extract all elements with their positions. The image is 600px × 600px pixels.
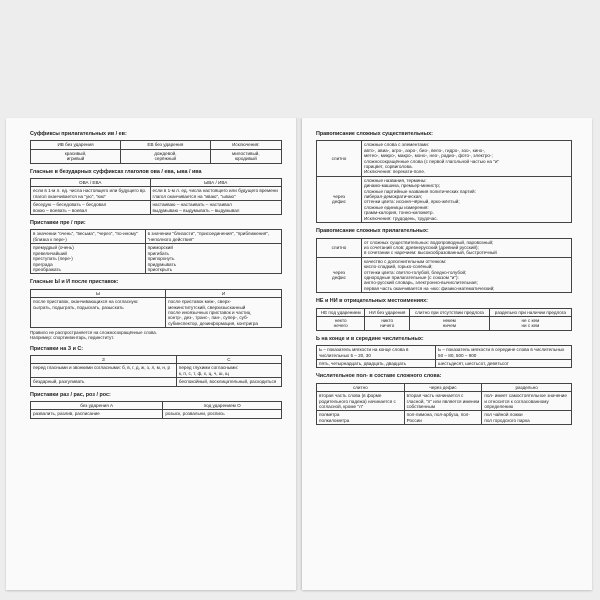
table-cell: шестьдесят, шестьсот, девятьсот [436,360,572,368]
table-cell: полметра полкилометра [317,411,405,425]
table-header: ЕВ без ударения [121,141,211,149]
table-cell: дождевой, серёжный [121,149,211,163]
table-cell: милостивый, юродивый [210,149,281,163]
table-cell: розыск, розвальни, роспись [163,410,282,418]
rules-table [30,140,282,163]
table-cell: перед гласными и звонкими согласными: б, в, г, д, ж, з, л, м, н, р [31,364,177,378]
table-cell: перед глухими согласными: к, п, с, т, ф, х, ц, ч, ш, щ [176,364,281,378]
table-cell: Ь – показатель мягкости на конце слова в числительных 5 – 20, 30 [317,346,436,360]
table-cell: через дефис [317,257,362,292]
table-header: Исключения: [210,141,281,149]
table-header: через дефис [404,383,482,391]
section-pol-compound [316,374,572,425]
table-cell: слитно [317,238,362,257]
table-cell: слитно [317,141,362,176]
table-cell: в значении "близости", "присоединения", "приближения", "неполного действия" [145,230,281,244]
rule-note: Правило не распространяется на сложносокращённые слова. Например: спортинвентарь, пединститут. [30,330,157,341]
table-header: раздельно [482,383,572,391]
section-raz-roz [30,393,282,419]
table-header: под ударением О [163,402,282,410]
table-cell: некто нечего [317,316,365,330]
table-cell: сложные слова с элементами: авто-, авиа-, агро-, аэро-, био-, вело-, гидро-, зоо-, кино-, метео-, микро-, макро-, моно-, нео-, радио-, фото-, электро-; сложносокращённые слова (с первой глагольной частью на "и" горицвет, сорвиголова. Исключения: перекати-поле. [362,141,572,176]
table-header: ИВ без ударения [31,141,121,149]
table-header: НЕ под ударением [317,308,365,316]
rules-table [316,345,572,368]
table-header: ЫВА / ИВА [150,179,281,187]
table-header: И [166,289,282,297]
table-cell: пол чайной ложки пол городского парка [482,411,572,425]
section-title: Гласные Ы и И после приставок: [30,279,119,286]
section-compound-adjectives [316,229,572,293]
table-cell: некем ничем [410,316,490,330]
section-title: НЕ и НИ в отрицательных местоимениях: [316,298,428,305]
table-cell: качество с дополнительным оттенком: кисло-сладкий, горько-солёный; оттенки цвета: светло-голубой, бледно-голубой; однородные прилагательные (с союзом "и"): англо-русский словарь, электронно-вычислительная; первая часть оканчивается на -ико: физико-математический; [362,257,572,292]
table-cell: в значении "очень", "весьма", "через", "по-иному" (близка к пере-) [31,230,146,244]
table-cell: развалить, разлив, расписание [31,410,163,418]
rules-table [30,355,282,387]
table-cell: приморский пригибать припорхнуть придумывать приоткрыть [145,244,281,274]
table-cell: красивый, игривый [31,149,121,163]
table-cell: не с кем ни с кем [489,316,571,330]
section-suffixes-iv-ev [30,132,282,164]
section-verb-suffixes [30,170,282,215]
section-z-s-prefix [30,347,282,387]
table-header: С [176,355,281,363]
section-soft-sign-numerals [316,337,572,369]
table-cell: никто ничего [365,316,410,330]
table-cell: настаиваю – настаивать – настаивал выдумываю – выдумывать – выдумывал [150,201,281,215]
rules-table [316,140,572,223]
rules-table [30,289,282,328]
table-cell: от сложных существительных: водопроводный, паровозный; из сочетаний слов: древнерусский (древний русский); в сочетании с наречием: высокообразованный, быстротечный [362,238,572,257]
table-cell: через дефис [317,176,362,222]
table-cell: бездарный, разгуливать [31,378,177,386]
rules-table [316,238,572,294]
rules-table [30,178,282,215]
table-cell: беспокойный, восклицательный, расходиться [176,378,281,386]
table-cell: если в 1-м л. ед. числа настоящего или будущего времени глагол оканчивается на "иваю", "ываю" [150,187,281,201]
rules-table [30,229,282,274]
table-cell: премудрый (очень) превеличайший преступать (пере-) преграда преображать [31,244,146,274]
open-notebook [6,118,594,596]
table-cell: сложные названия, термины: динамо-машина, премьер-министр; сложные партийные названия политических партий: либерал-демократическая; оттенки цвета: иссиня-чёрный, ярко-жёлтый; сложные единицы измерения: грамм-калория, тонно-километр. Исключения: трудодень, трудочас. [362,176,572,222]
table-header: раздельно при наличии предлога [489,308,571,316]
section-pre-pri [30,221,282,274]
table-cell: Ь – показатель мягкости в середине слова в числительных 50 – 80, 500 – 900 [436,346,572,360]
table-header: слитно при отсутствии предлога [410,308,490,316]
section-y-i-after-prefix [30,280,282,340]
left-page [6,118,296,590]
table-cell: пол-лимона, пол-арбуза, пол-России [404,411,482,425]
section-compound-nouns [316,132,572,223]
section-title: Правописание сложных существительных: [316,131,433,137]
rules-table [316,383,572,425]
table-cell: если в 1-м л. ед. числа настоящего или будущего вр. глагол оканчивается на "ую", "юю" [31,187,151,201]
section-ne-ni-pronouns [316,299,572,331]
section-title: Гласные в безударных суффиксах глаголов ова / ева, ыва / ива [30,168,202,175]
rules-table [316,308,572,331]
table-cell: после приставок меж-, сверх- межинститутский, сверхизысканный после иноязычных приставок и частиц контр-, дез-, транс-, пан-, супер-, суб- субинспектор, дезинформация, контригра [166,298,282,328]
table-cell: беседую – беседовать – бесдовал воюю – воевать – воевал [31,201,151,215]
section-title: Приставки раз / рас, роз / рос: [30,391,111,398]
right-page [302,118,592,590]
table-header: НИ без ударения [365,308,410,316]
table-header: без ударения А [31,402,163,410]
table-cell: пол- имеет самостоятельное значение и относится к согласованному определению [482,392,572,411]
table-header: ОВА / ЕВА [31,179,151,187]
section-title: Правописание сложных прилагательных: [316,228,429,235]
table-cell: вторая часть слова (в форме родительного падежа) начинается с согласной, кроме "л" [317,392,405,411]
rules-table [30,401,282,419]
table-header: слитно [317,383,405,391]
section-title: Числительное пол- в составе сложного слова: [316,373,442,380]
section-title: Суффиксы прилагательных ив / ев: [30,131,127,137]
table-cell: пять, четырнадцать, двадцать, двадцать [317,360,436,368]
table-header: Ы [31,289,166,297]
table-header: З [31,355,177,363]
section-title: Приставки пре / при: [30,220,86,227]
section-title: Ь на конце и в середине числительных: [316,335,424,342]
section-title: Приставки на З и С: [30,345,84,352]
table-cell: после приставок, оканчивающихся на согласную: сыграть, подыграть, подыскать, разыскать [31,298,166,328]
table-cell: вторая часть начинается с гласной, "л" или является именем собственным [404,392,482,411]
